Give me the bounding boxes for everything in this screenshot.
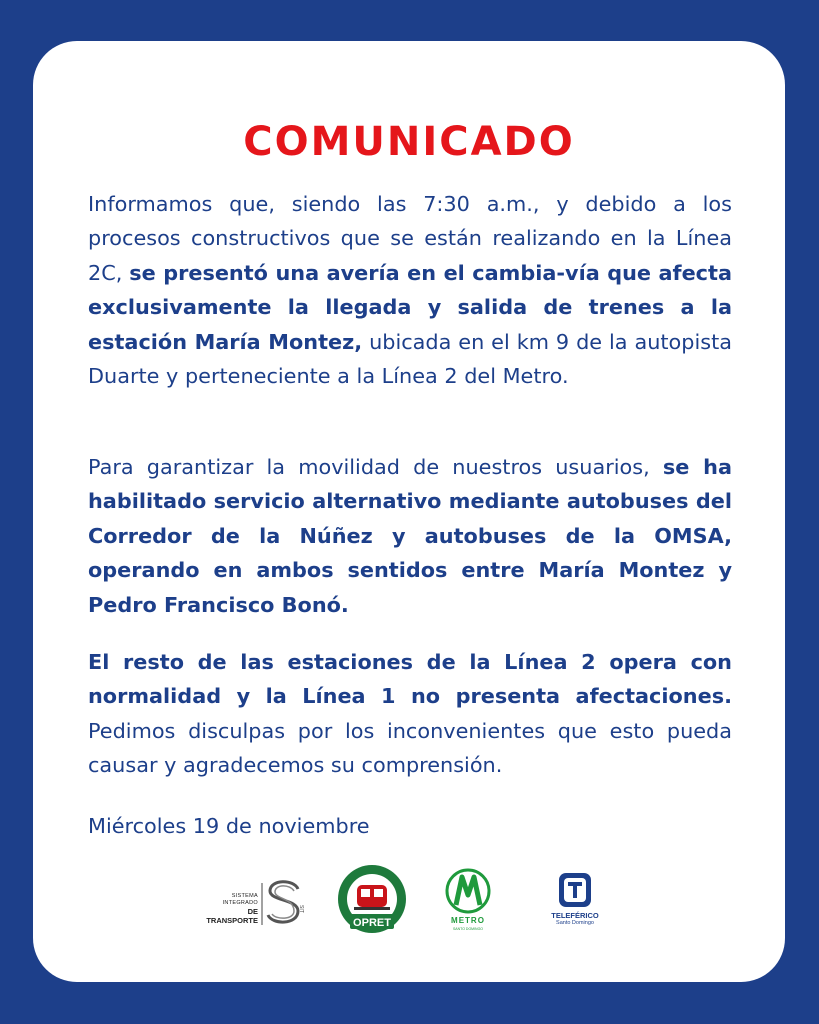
- teleferico-logo-sub: Santo Domingo: [556, 920, 594, 926]
- paragraph-incident-intro: Informamos que, siendo las 7:30 a.m., y debido a los procesos constructivos que se están realizando en la Línea 2C,: [88, 192, 732, 285]
- sit-logo-line2: DE TRANSPORTE: [206, 907, 258, 925]
- paragraph-incident-outro: ubicada en el km 9 de la autopista Duarte y perteneciente a la Línea 2 del Metro.: [88, 329, 732, 389]
- metro-logo-name: METRO: [451, 916, 485, 925]
- paragraph-status-bold: El resto de las estaciones de la Línea 2 opera con normalidad y la Línea 1 no presenta afectaciones.: [88, 650, 732, 709]
- teleferico-logo: [547, 869, 603, 929]
- opret-train-icon: [336, 863, 408, 935]
- teleferico-logo-name: TELEFÉRICO: [551, 911, 599, 920]
- paragraph-alternative-intro: Para garantizar la movilidad de nuestros usuarios,: [88, 455, 650, 479]
- paragraph-alternative-bold: se ha habilitado servicio alternativo mediante autobuses del Corredor de la Núñez y autobuses de la OMSA, operando en ambos sentidos entre María Montez y Pedro Francisco Bonó.: [88, 455, 732, 617]
- metro-logo-sub: SANTO DOMINGO: [452, 927, 484, 931]
- date-text: Miércoles 19 de noviembre: [88, 814, 370, 838]
- teleferico-cabin-icon: [547, 869, 603, 911]
- paragraph-alternative-service: [88, 450, 732, 622]
- sit-s-icon: [198, 869, 308, 935]
- announcement-card: [33, 41, 785, 982]
- opret-logo: [336, 863, 408, 935]
- paragraph-status: [88, 645, 732, 783]
- metro-logo: [444, 867, 492, 935]
- paragraph-status-outro: Pedimos disculpas por los inconvenientes que esto pueda causar y agradecemos su comprensión.: [88, 718, 732, 778]
- sit-logo: [198, 869, 308, 935]
- paragraph-incident: [88, 187, 732, 393]
- page-title: COMUNICADO: [243, 119, 575, 165]
- opret-logo-name: OPRET: [353, 917, 391, 929]
- sit-logo-mark: SIT: [298, 905, 304, 913]
- metro-m-icon: [444, 867, 492, 935]
- paragraph-incident-bold: se presentó una avería en el cambia-vía que afecta exclusivamente la llegada y salida de trenes a la estación María Montez,: [88, 260, 732, 354]
- sit-logo-line1: SISTEMA INTEGRADO: [222, 893, 258, 906]
